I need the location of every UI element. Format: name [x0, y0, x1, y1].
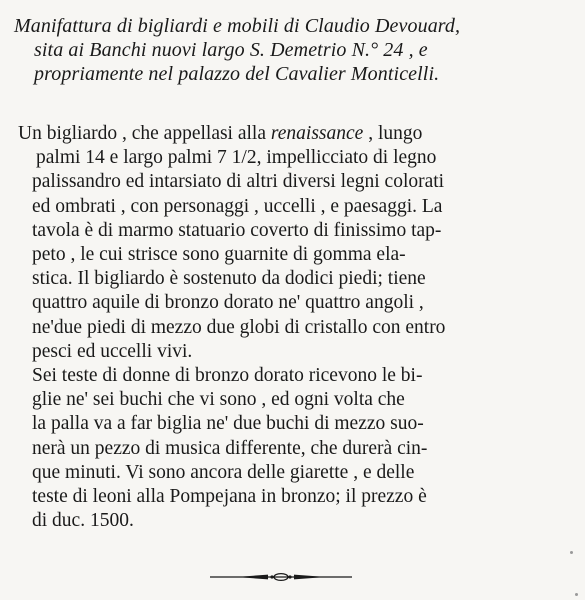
heading-line-3: propriamente nel palazzo del Cavalier Monticelli.	[34, 63, 440, 85]
body-line-15: que minuti. Vi sono ancora delle giarette , e delle	[32, 461, 415, 483]
body-line-9: ne'due piedi di mezzo due globi di cristallo con entro	[32, 316, 446, 338]
body-line-1-end: , lungo	[363, 123, 423, 144]
body-line-13: la palla va a far biglia ne' due buchi di mezzo suo-	[32, 413, 424, 435]
body-line-14: nerà un pezzo di musica differente, che durerà cin-	[32, 437, 428, 459]
heading-line-1-end: ,	[455, 15, 461, 37]
body-line-3: palissandro ed intarsiato di altri diversi legni colorati	[32, 171, 445, 193]
body-line-6: peto , le cui strisce sono guarnite di gomma ela-	[32, 244, 406, 266]
body-line-12: glie ne' sei buchi che vi sono , ed ogni volta che	[32, 389, 405, 411]
body-line-2: palmi 14 e largo palmi 7 1/2, impellicciato di legno	[36, 147, 437, 169]
body-line-11: Sei teste di donne di bronzo dorato ricevono le bi-	[32, 365, 423, 387]
document-body	[18, 122, 578, 533]
body-line-8: quattro aquile di bronzo dorato ne' quattro angoli ,	[32, 292, 424, 314]
body-line-1-italic-term: renaissance	[270, 123, 364, 144]
body-line-4: ed ombrati , con personaggi , uccelli , e paesaggi. La	[32, 195, 443, 217]
decorative-rule-ornament-icon	[206, 570, 356, 584]
body-line-1-start: Un bigliardo , che appellasi alla	[18, 123, 271, 144]
heading-line-1	[14, 14, 576, 38]
body-line-1	[18, 122, 578, 146]
body-line-7: stica. Il bigliardo è sostenuto da dodici piedi; tiene	[32, 268, 426, 290]
body-line-10: pesci ed uccelli vivi.	[32, 340, 193, 362]
heading-line-2: sita ai Banchi nuovi largo S. Demetrio N.° 24 , e	[34, 39, 428, 61]
body-line-16: teste di leoni alla Pompejana in bronzo; il prezzo è	[32, 486, 427, 508]
paper-speck	[570, 551, 573, 554]
heading-line-1-text: Manifattura di bigliardi e mobili di Claudio Devouard	[14, 15, 456, 37]
paper-speck	[575, 593, 578, 596]
document-heading	[14, 14, 576, 86]
body-line-17: di duc. 1500.	[32, 510, 134, 532]
body-line-5: tavola è di marmo statuario coverto di finissimo tap-	[32, 219, 442, 241]
